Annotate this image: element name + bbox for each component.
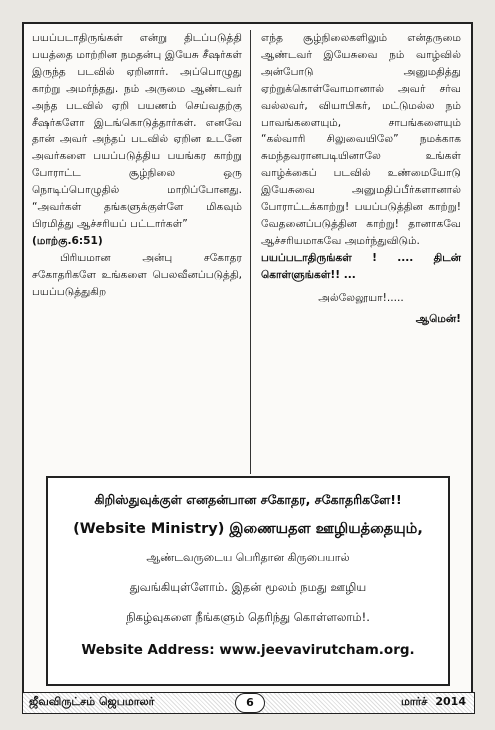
issue-date xyxy=(401,695,466,710)
column-divider xyxy=(250,30,251,474)
right-paragraph-1: எந்த சூழ்நிலைகளிலும் என்தருமை ஆண்டவர் இயேசுவை நம் வாழ்வில் அன்போடு அனுமதித்து ஏற்றுக்கொள்வோமானால் அவர் சர்வ வல்லவர், வியாபிகர், மட்டுமல்ல நம் பாவங்களையும், சாபங்களையும் “கல்வாரி சிலுவையிலே” நமக்காக சுமந்தவரானபடியினாலே உங்கள் வாழ்க்கைப் படவில் உண்மையோடு இயேசுவை அனுமதிப்பீர்களானால் போராட்டக்காற்று! பயப்படுத்தின காற்று! வேதனைப்படுத்தின காற்று! தானாகவே ஆச்சரியமாகவே அமர்ந்துவிடும். xyxy=(261,32,461,247)
amen-text: ஆமென்! xyxy=(415,312,461,325)
magazine-page xyxy=(22,22,473,694)
website-address: Website Address: www.jeevavirutcham.org. xyxy=(81,642,415,658)
website-announcement-box xyxy=(46,476,450,686)
announcement-know: நிகழ்வுகளை நீங்களும் தெரிந்து கொள்ளலாம்!. xyxy=(126,610,370,624)
announcement-started: துவங்கியுள்ளோம். இதன் மூலம் நமது ஊழிய xyxy=(129,580,367,594)
left-column xyxy=(32,30,242,301)
left-paragraph-2: பிரியமான அன்பு சகோதர சகோதரிகளே உங்களை பெலவீனப்படுத்தி, பயப்படுத்துகிற xyxy=(32,251,242,298)
page-footer xyxy=(22,692,475,714)
left-paragraph-1: பயப்படாதிருங்கள் என்று திடப்படுத்தி பயத்தை மாற்றின நமதன்பு இயேசு சீஷர்கள் இருந்த படவில் ஏறினார். அப்பொழுது காற்று அமர்ந்தது. நம் அருமை ஆண்டவர் அந்த படவில் ஏறி பயணம் செய்வதற்கு சீஷர்களோ இடங்கொடுத்தார்கள். எனவே தான் அவர் அந்தப் படவில் ஏறின உடனே அவர்களை பயப்படுத்திய பயங்கர காற்று போராட்ட சூழ்நிலை ஒரு நொடிப்பொழுதில் மாறிப்போனது. “அவர்கள் தங்களுக்குள்ளே மிகவும் பிரமித்து ஆச்சரியப் பட்டார்கள்” xyxy=(32,32,242,230)
issue-month: மார்ச் xyxy=(400,695,428,708)
right-column xyxy=(261,30,461,327)
announcement-grace: ஆண்டவருடைய பெரிதான கிருபையால் xyxy=(146,551,350,564)
magazine-title: ஜீவவிருட்சம் ஜெபமாலர் xyxy=(29,695,155,708)
announcement-ministry: (Website Ministry) இணையதள ஊழியத்தையும், xyxy=(73,521,423,537)
encouragement-line: பயப்படாதிருங்கள் ! .... திடன் கொள்ளுங்கள்!! ... xyxy=(261,251,461,281)
issue-year: 2014 xyxy=(435,695,466,708)
bible-reference: (மாற்கு.6:51) xyxy=(32,234,103,247)
hallelujah-text: அல்லேலூயா!..... xyxy=(318,291,404,304)
page-number: 6 xyxy=(235,693,265,713)
announcement-greeting: கிறிஸ்துவுக்குள் எனதன்பான சகோதர, சகோதரிகளே!! xyxy=(94,492,402,507)
